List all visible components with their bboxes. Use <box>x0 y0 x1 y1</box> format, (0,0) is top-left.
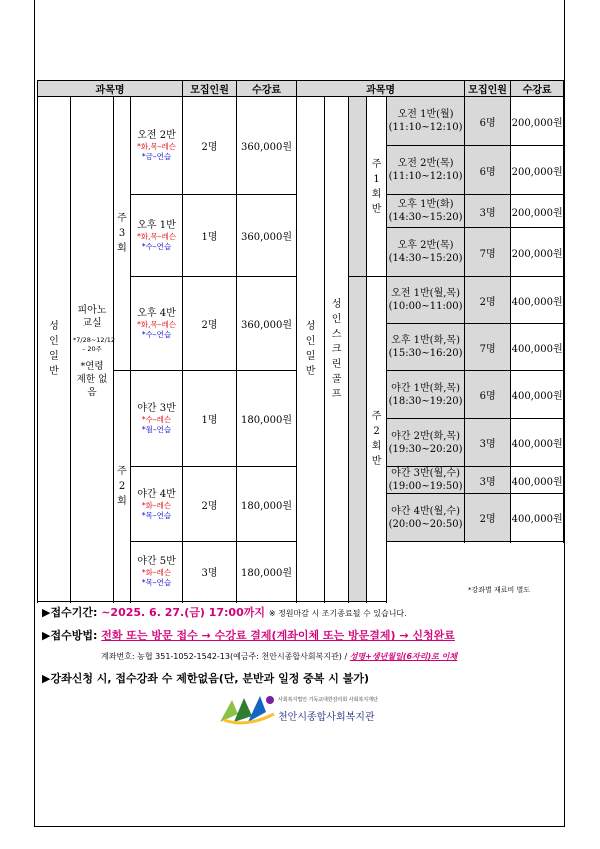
left-session-3-capacity: 2명 <box>183 277 237 371</box>
method-line <box>42 627 455 643</box>
page-border-bottom <box>34 826 565 827</box>
left-session-1-title: 오전 2반 <box>137 130 176 141</box>
left-session-2-fee: 360,000원 <box>237 195 297 277</box>
left-subject-cell <box>71 97 114 602</box>
right-session-1-capacity: 6명 <box>465 97 511 146</box>
right-session-10-time: (20:00~20:50) <box>388 518 463 530</box>
left-session-4-fee: 180,000원 <box>237 371 297 467</box>
right-session-5-title: 오전 1반(월,목) <box>391 288 460 299</box>
page-border-right <box>564 0 565 827</box>
left-freq-b: 주2회 <box>117 465 127 507</box>
header-capacity-left: 모집인원 <box>183 81 237 97</box>
right-session-8 <box>387 419 465 467</box>
left-session-5-title: 야간 4반 <box>137 488 176 500</box>
right-session-1 <box>387 97 465 146</box>
right-session-5-capacity: 2명 <box>465 277 511 324</box>
right-session-3-capacity: 3명 <box>465 195 511 228</box>
left-session-4-capacity: 1명 <box>183 371 237 467</box>
left-session-3-line1: *화,목–레슨 <box>137 320 176 329</box>
right-session-4-time: (14:30~15:20) <box>388 253 463 264</box>
right-freq-a-cell <box>349 97 367 277</box>
right-session-6 <box>387 324 465 371</box>
right-session-4-capacity: 7명 <box>465 228 511 277</box>
left-session-2-capacity: 1명 <box>183 195 237 277</box>
right-session-7-title: 야간 1반(화,목) <box>391 382 460 394</box>
right-session-2-title: 오전 2반(목) <box>397 158 454 169</box>
right-freq-a: 주1회반 <box>371 158 382 215</box>
left-session-4-line1: *수–레슨 <box>141 415 172 424</box>
right-session-9-title: 야간 3반(월,수) <box>391 468 460 479</box>
left-session-5 <box>131 467 183 542</box>
right-session-7-time: (18:30~19:20) <box>388 395 463 407</box>
left-session-3-title: 오후 4반 <box>137 308 176 319</box>
left-session-2-line2: *수–연습 <box>141 242 172 251</box>
left-session-5-line1: *화–레슨 <box>141 500 172 510</box>
left-freq-a: 주3회 <box>117 213 127 254</box>
right-session-2 <box>387 146 465 195</box>
left-session-1 <box>131 97 183 195</box>
right-session-3-fee: 200,000원 <box>511 195 564 228</box>
left-session-6 <box>131 542 183 602</box>
account-line <box>101 651 457 662</box>
right-subject-cell <box>325 97 349 602</box>
period-value: ~2025. 6. 27.(금) 17:00까지 <box>101 606 265 619</box>
right-session-3-time: (14:30~15:20) <box>388 212 463 223</box>
left-session-1-fee: 360,000원 <box>237 97 297 195</box>
left-session-6-fee: 180,000원 <box>237 542 297 602</box>
left-session-2-title: 오후 1반 <box>137 220 176 231</box>
right-session-8-capacity: 3명 <box>465 419 511 467</box>
header-subject-right: 과목명 <box>297 81 465 97</box>
period-note: ※ 정원마감 시 조기종료될 수 있습니다. <box>268 609 407 618</box>
left-session-3-line2: *수–연습 <box>141 330 172 339</box>
right-session-3-title: 오후 1반(화) <box>397 199 454 210</box>
left-period: *7/28~12/12 – 20주 <box>73 335 116 353</box>
right-session-10-fee: 400,000원 <box>511 494 564 542</box>
header-subject-left: 과목명 <box>38 81 183 97</box>
right-session-4-fee: 200,000원 <box>511 228 564 277</box>
left-session-2-line1: *화,목–레슨 <box>137 232 176 241</box>
right-session-5-time: (10:00~11:00) <box>388 301 463 312</box>
right-category-cell <box>297 97 325 602</box>
right-session-8-fee: 400,000원 <box>511 419 564 467</box>
left-session-1-capacity: 2명 <box>183 97 237 195</box>
right-session-6-capacity: 7명 <box>465 324 511 371</box>
right-session-9-fee: 400,000원 <box>511 467 564 494</box>
welfare-center-logo <box>218 694 398 730</box>
left-session-4 <box>131 371 183 467</box>
left-session-2 <box>131 195 183 277</box>
account-note: 성명+생년월일(6자리)로 이체 <box>349 652 458 661</box>
right-session-4 <box>387 228 465 277</box>
left-session-5-capacity: 2명 <box>183 467 237 542</box>
account-text: 계좌번호: 농협 351-1052-1542-13(예금주: 천안시종합사회복지관) / <box>101 652 348 661</box>
right-session-1-title: 오전 1반(월) <box>397 109 454 120</box>
right-session-7-fee: 400,000원 <box>511 371 564 419</box>
right-session-10-capacity: 2명 <box>465 494 511 542</box>
right-freq-b-cell <box>349 277 367 602</box>
right-session-9-time: (19:00~19:50) <box>388 481 463 492</box>
right-subject-name: 성인스크린골프 <box>331 298 342 400</box>
right-session-8-time: (19:30~20:20) <box>388 443 463 455</box>
method-label: ▶접수방법: <box>42 629 98 642</box>
right-session-10 <box>387 494 465 542</box>
right-session-2-capacity: 6명 <box>465 146 511 195</box>
right-session-6-title: 오후 1반(화,목) <box>391 335 460 346</box>
logo-org-small: 사회복지법인 기독교대한감리회 사회복지재단 <box>278 697 378 703</box>
right-session-6-fee: 400,000원 <box>511 324 564 371</box>
right-session-9 <box>387 467 465 494</box>
left-session-1-line1: *화,목–레슨 <box>137 142 176 151</box>
right-session-7-capacity: 6명 <box>465 371 511 419</box>
right-session-9-capacity: 3명 <box>465 467 511 494</box>
left-session-4-title: 야간 3반 <box>137 403 176 414</box>
period-line <box>42 604 407 620</box>
left-session-4-line2: *월–연습 <box>141 425 172 434</box>
right-session-8-title: 야간 2반(화,목) <box>391 430 460 442</box>
period-label: ▶접수기간: <box>42 606 98 619</box>
right-session-2-fee: 200,000원 <box>511 146 564 195</box>
right-freq-b-label-cell <box>367 277 387 602</box>
left-session-1-line2: *금–연습 <box>141 152 172 161</box>
rule-line: ▶강좌신청 시, 접수강좌 수 제한없음(단, 분반과 일정 중복 시 불가) <box>42 672 369 685</box>
left-session-3-fee: 360,000원 <box>237 277 297 371</box>
left-freq-a-cell <box>114 97 131 371</box>
right-session-5 <box>387 277 465 324</box>
right-session-2-time: (11:10~12:10) <box>388 171 463 182</box>
logo-mark-icon <box>218 694 276 726</box>
right-session-10-title: 야간 4반(월,수) <box>391 505 460 517</box>
left-session-5-line2: *목–연습 <box>141 510 172 520</box>
left-session-3 <box>131 277 183 371</box>
right-session-3 <box>387 195 465 228</box>
header-fee-right: 수강료 <box>511 81 564 97</box>
method-value: 전화 또는 방문 접수 → 수강료 결제(계좌이체 또는 방문결제) → 신청완료 <box>101 629 455 642</box>
right-session-1-time: (11:10~12:10) <box>388 122 463 133</box>
right-session-7 <box>387 371 465 419</box>
right-category: 성인일반 <box>305 321 316 377</box>
header-fee-left: 수강료 <box>237 81 297 97</box>
right-session-6-time: (15:30~16:20) <box>388 348 463 359</box>
left-session-6-line1: *화–레슨 <box>141 568 172 577</box>
material-note: *강좌별 재료비 별도 <box>468 586 531 594</box>
left-session-6-title: 야간 5반 <box>137 556 176 567</box>
left-age-note: *연령 제한 없음 <box>76 360 108 398</box>
left-category-cell <box>38 97 71 602</box>
left-session-6-line2: *목–연습 <box>141 578 172 587</box>
left-freq-b-cell <box>114 371 131 602</box>
left-category: 성인일반 <box>49 321 59 377</box>
page-border-left <box>34 0 35 827</box>
right-session-4-title: 오후 2반(목) <box>397 240 454 251</box>
left-session-5-fee: 180,000원 <box>237 467 297 542</box>
course-schedule-table <box>37 80 564 602</box>
header-capacity-right: 모집인원 <box>465 81 511 97</box>
right-session-5-fee: 400,000원 <box>511 277 564 324</box>
left-subject-name: 피아노 교실 <box>77 304 107 329</box>
right-freq-b: 주2회반 <box>371 411 382 467</box>
right-freq-a-label-cell <box>367 97 387 277</box>
left-session-6-capacity: 3명 <box>183 542 237 602</box>
right-session-1-fee: 200,000원 <box>511 97 564 146</box>
logo-org-name: 천안시종합사회복지관 <box>278 712 375 723</box>
